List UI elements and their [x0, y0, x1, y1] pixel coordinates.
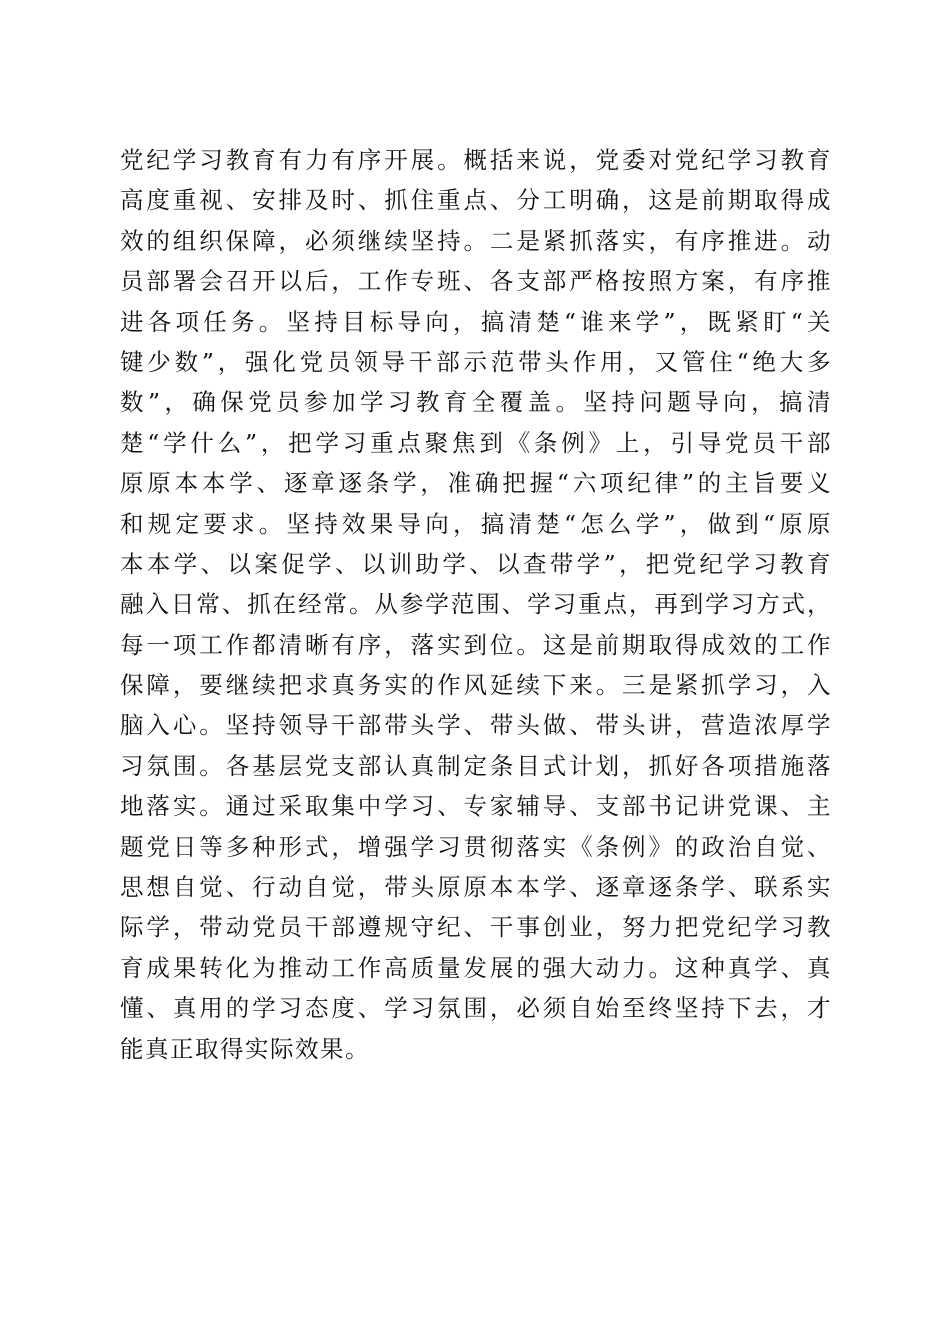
text-line: 党纪学习教育有力有序开展。概括来说，党委对党纪学习教育 — [120, 146, 832, 174]
text-line-last: 能真正取得实际效果。 — [120, 1034, 370, 1063]
text-line: 本本学、以案促学、以训助学、以查带学”，把党纪学习教育 — [120, 549, 832, 578]
text-line: 题党日等多种形式，增强学习贯彻落实《条例》的政治自觉、 — [120, 832, 832, 861]
text-line: 原原本本学、逐章逐条学，准确把握“六项纪律”的主旨要义 — [120, 469, 832, 498]
text-line: 楚“学什么”，把学习重点聚焦到《条例》上，引导党员干部 — [120, 428, 832, 457]
body-paragraph — [120, 140, 832, 1069]
text-line: 效的组织保障，必须继续坚持。二是紧抓落实，有序推进。动 — [120, 226, 832, 255]
text-line: 进各项任务。坚持目标导向，搞清楚“谁来学”，既紧盯“关 — [120, 307, 832, 336]
text-line: 际学，带动党员干部遵规守纪、干事创业，努力把党纪学习教 — [120, 913, 832, 942]
text-line: 键少数”，强化党员领导干部示范带头作用，又管住“绝大多 — [120, 347, 832, 376]
text-line: 保障，要继续把求真务实的作风延续下来。三是紧抓学习，入 — [120, 671, 832, 700]
text-line: 员部署会召开以后，工作专班、各支部严格按照方案，有序推 — [120, 267, 832, 296]
text-line: 脑入心。坚持领导干部带头学、带头做、带头讲，营造浓厚学 — [120, 711, 832, 740]
text-line: 高度重视、安排及时、抓住重点、分工明确，这是前期取得成 — [120, 186, 832, 215]
text-line: 思想自觉、行动自觉，带头原原本本学、逐章逐条学、联系实 — [120, 873, 832, 902]
text-line: 懂、真用的学习态度、学习氛围，必须自始至终坚持下去，才 — [120, 994, 832, 1023]
text-line: 育成果转化为推动工作高质量发展的强大动力。这种真学、真 — [120, 953, 832, 982]
text-line: 数”，确保党员参加学习教育全覆盖。坚持问题导向，搞清 — [120, 388, 832, 417]
text-line: 地落实。通过采取集中学习、专家辅导、支部书记讲党课、主 — [120, 792, 832, 821]
text-line: 融入日常、抓在经常。从参学范围、学习重点，再到学习方式， — [120, 590, 832, 619]
text-line: 习氛围。各基层党支部认真制定条目式计划，抓好各项措施落 — [120, 751, 832, 780]
text-line: 和规定要求。坚持效果导向，搞清楚“怎么学”，做到“原原 — [120, 509, 832, 538]
text-line: 每一项工作都清晰有序，落实到位。这是前期取得成效的工作 — [120, 630, 832, 659]
